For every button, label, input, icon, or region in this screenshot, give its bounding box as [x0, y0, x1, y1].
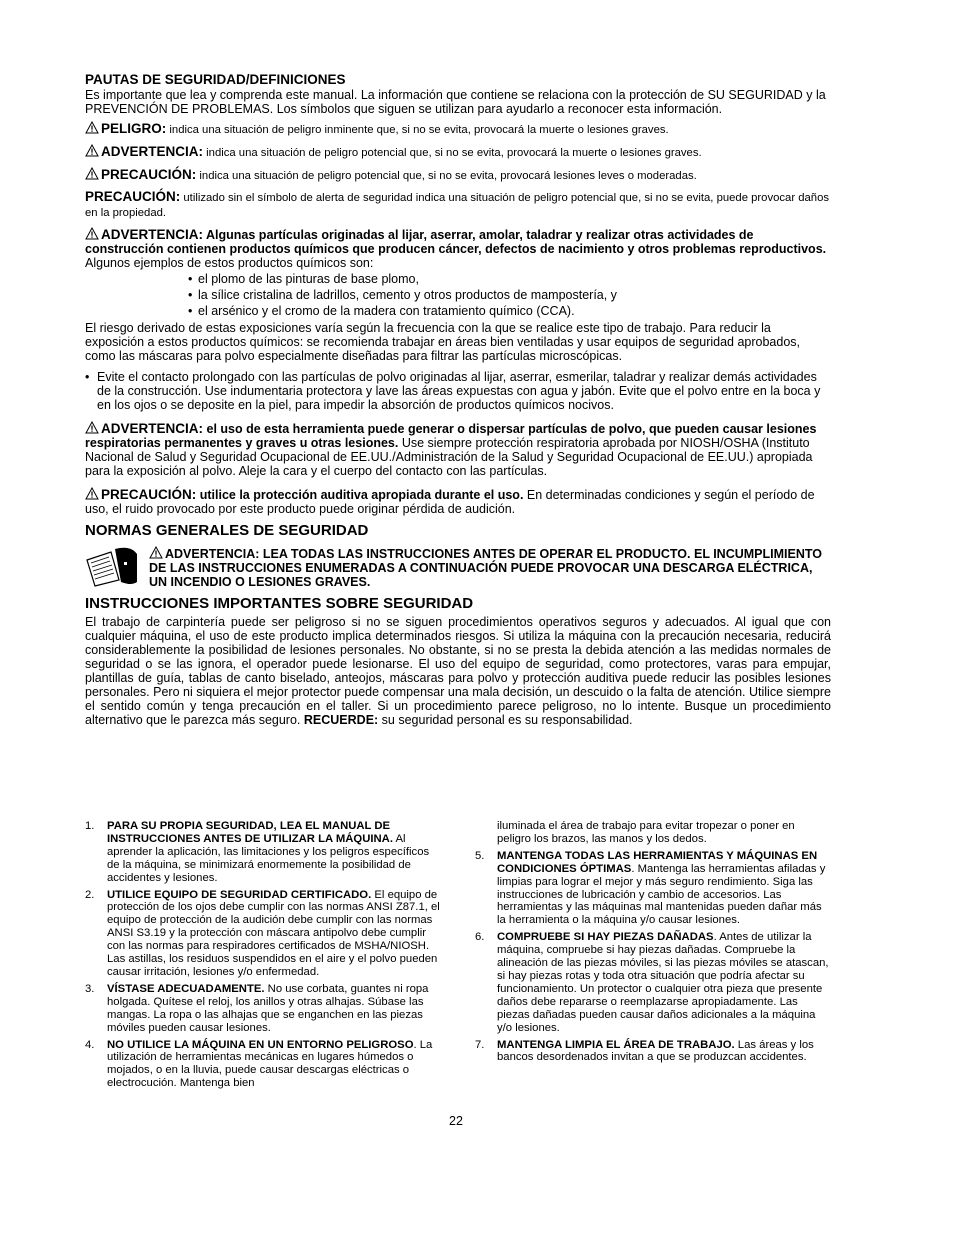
- warning-triangle-icon: [85, 227, 99, 240]
- numbered-rules: [85, 820, 831, 1110]
- list-item: 2. UTILICE EQUIPO DE SEGURIDAD CERTIFICADO. El equipo de protección de los ojos debe cumplir con las normas ANSI Z87.1, el equipo de protección de la audición debe cumplir con las normas ANSI S3.19 y la protección con máscara antipolvo debe cumplir con las normas para respiradores certificados de MSHA/NIOSH. Las astillas, los residuos suspendidos en el aire y el polvo pueden causar irritación, lesiones y/o enfermedad.: [85, 888, 440, 978]
- rules-column-right: [475, 820, 831, 1068]
- list-item-continued: iluminada el área de trabajo para evitar tropezar o poner en peligro los brazos, las manos y los dedos.: [497, 820, 795, 845]
- warning-respiratory: ADVERTENCIA: el uso de esta herramienta puede generar o dispersar partículas de polvo, que pueden causar lesiones respiratorias permanentes y graves u otras lesiones. Use siempre protección respiratoria aprobada por NIOSH/OSHA (Instituto Nacional de Salud y Seguridad Ocupacional de EE.UU./Administración de la Salud y Seguridad Ocupacional de EE.UU.) apropiada para la exposición al polvo. Aleje la cara y el cuerpo del contacto con las partículas.: [85, 421, 817, 478]
- warning-triangle-icon: [85, 167, 99, 180]
- section-title-important-instructions: INSTRUCCIONES IMPORTANTES SOBRE SEGURIDAD: [85, 595, 474, 612]
- def-caution: PRECAUCIÓN: indica una situación de peligro potencial que, si no se evita, provocará lesiones leves o moderadas.: [85, 167, 831, 183]
- warning-triangle-icon: [85, 144, 99, 157]
- instructions-body: El trabajo de carpintería puede ser peligroso si no se siguen procedimientos operativos seguros y adecuados. Al igual que con cualquier máquina, el uso de este producto implica determinados riesgos. Si utiliza la máquina con la precaución necesaria, reducirá considerablemente la posibilidad de lesiones personales. No obstante, si no se presta la debida atención a las medidas normales de seguridad o se las ignora, el operador puede lesionarse. El uso del equipo de seguridad, como protectores, varas para empujar, plantillas de guía, tablas de canto biselado, anteojos, máscaras para polvo y protección auditiva puede reducir las posibles lesiones personales. Pero ni siquiera el mejor protector puede compensar una mala decisión, un descuido o la falta de atención. Utilice siempre el sentido común y tenga precaución en el taller. Si un procedimiento parece peligroso, no lo intente. Busque un procedimiento alternativo que le parezca más seguro. RECUERDE: su seguridad personal es su responsabilidad.: [85, 615, 831, 727]
- list-item: 7. MANTENGA LIMPIA EL ÁREA DE TRABAJO. Las áreas y los bancos desordenados invitan a que se produzcan accidentes.: [475, 1038, 814, 1064]
- caution-hearing: PRECAUCIÓN: utilice la protección auditiva apropiada durante el uso. En determinadas condiciones y según el período de uso, el ruido provocado por este producto puede originar pérdida de audición.: [85, 487, 815, 516]
- list-item: 6. COMPRUEBE SI HAY PIEZAS DAÑADAS. Antes de utilizar la máquina, compruebe si hay piezas dañadas. Compruebe la alineación de las piezas móviles, si las piezas móviles se atascan, si hay piezas rotas y toda otra situación que podría afectar su funcionamiento. Un protector o cualquier otra pieza que presente daños debe repararse o reemplazarse apropiadamente. Las piezas dañadas pueden causar daños adicionales a la máquina y/o lesiones.: [475, 931, 829, 1034]
- general-warning-notice: [85, 546, 831, 589]
- page-number: 22: [449, 1114, 463, 1128]
- section-title-definitions: PAUTAS DE SEGURIDAD/DEFINICIONES: [85, 72, 346, 87]
- rules-column-left: [85, 820, 441, 1094]
- def-warning: ADVERTENCIA: indica una situación de peligro potencial que, si no se evita, provocará la muerte o lesiones graves.: [85, 144, 831, 160]
- list-item: 3. VÍSTASE ADECUADAMENTE. No use corbata, guantes ni ropa holgada. Quítese el reloj, los anillos y otras alhajas. Súbase las mangas. La ropa o las alhajas que se enganchen en las piezas móviles pueden causar lesiones.: [85, 982, 429, 1034]
- warning-triangle-icon: [149, 546, 163, 559]
- list-item: 1. PARA SU PROPIA SEGURIDAD, LEA EL MANUAL DE INSTRUCCIONES ANTES DE UTILIZAR LA MÁQUINA. Al aprender la aplicación, las limitaciones y los peligros específicos de la máquina, se minimizará enormemente la posibilidad de accidentes y lesiones.: [85, 820, 430, 884]
- warning-triangle-icon: [85, 421, 99, 434]
- warning-triangle-icon: [85, 121, 99, 134]
- page-content: [85, 72, 831, 727]
- chemicals-list: [188, 272, 831, 318]
- warning-triangle-icon: [85, 487, 99, 500]
- list-item: 4. NO UTILICE LA MÁQUINA EN UN ENTORNO PELIGROSO. La utilización de herramientas mecánicas en lugares húmedos o mojados, o en la lluvia, puede causar descargas eléctricas o electrocución. Mantenga bien: [85, 1038, 433, 1090]
- list-item: • el plomo de las pinturas de base plomo,: [188, 272, 419, 286]
- read-manual-icon: [85, 546, 143, 588]
- warning-dust-chemicals: ADVERTENCIA: Algunas partículas originadas al lijar, aserrar, amolar, taladrar y realizar otras actividades de construcción contienen productos químicos que producen cáncer, defectos de nacimiento y otros problemas reproductivos. Algunos ejemplos de estos productos químicos son:: [85, 227, 827, 270]
- def-caution-no-symbol: PRECAUCIÓN: utilizado sin el símbolo de alerta de seguridad indica una situación de peligro potencial que, si no se evita, puede provocar daños en la propiedad.: [85, 189, 829, 219]
- def-danger: PELIGRO: indica una situación de peligro inminente que, si no se evita, provocará la muerte o lesiones graves.: [85, 121, 831, 137]
- definitions-intro: Es importante que lea y comprenda este manual. La información que contiene se relaciona con la protección de SU SEGURIDAD y la PREVENCIÓN DE PROBLEMAS. Los símbolos que siguen se utilizan para ayudarlo a reconocer esta información.: [85, 88, 826, 116]
- list-item: • la sílice cristalina de ladrillos, cemento y otros productos de mampostería, y: [188, 288, 617, 302]
- risk-paragraph: El riesgo derivado de estas exposiciones varía según la frecuencia con la que se realice este tipo de trabajo. Para reducir la exposición a estos productos químicos: se recomienda trabajar en áreas bien ventiladas y usar equipos de seguridad aprobados, como las máscaras para polvo especialmente diseñadas para filtrar las partículas microscópicas.: [85, 321, 801, 363]
- list-item: • el arsénico y el cromo de la madera con tratamiento químico (CCA).: [188, 304, 575, 318]
- list-item: 5. MANTENGA TODAS LAS HERRAMIENTAS Y MÁQUINAS EN CONDICIONES ÓPTIMAS. Mantenga las herramientas afiladas y limpias para lograr el mejor y más seguro rendimiento. Siga las instrucciones de lubricación y cambio de accesorios. Las herramientas y las máquinas mal mantenidas pueden dañar más la herramienta o la máquina y/o causar lesiones.: [475, 849, 826, 927]
- general-warning-text: ADVERTENCIA: LEA TODAS LAS INSTRUCCIONES ANTES DE OPERAR EL PRODUCTO. EL INCUMPLIMIENTO DE LAS INSTRUCCIONES ENUMERADAS A CONTINUACIÓN PUEDE PROVOCAR UNA DESCARGA ELÉCTRICA, UN INCENDIO O LESIONES GRAVES.: [149, 547, 822, 589]
- section-title-general-rules: NORMAS GENERALES DE SEGURIDAD: [85, 522, 369, 539]
- contact-bullet: • Evite el contacto prolongado con las partículas de polvo originadas al lijar, aserrar, esmerilar, taladrar y realizar demás actividades de la construcción. Use indumentaria protectora y lave las áreas expuestas con agua y jabón. Evite que el polvo entre en la boca y en los ojos o se deposite en la piel, para impedir la absorción de productos químicos nocivos.: [85, 370, 821, 412]
